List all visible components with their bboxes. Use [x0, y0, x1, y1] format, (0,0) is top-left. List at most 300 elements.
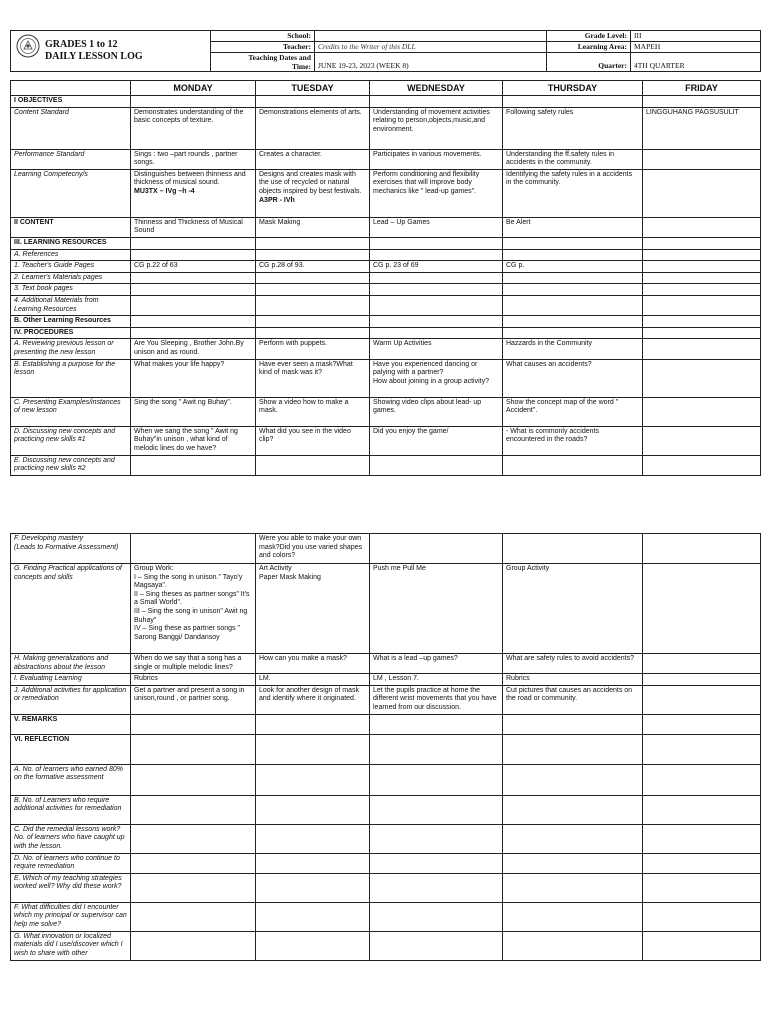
row-label: Content Standard — [11, 107, 131, 149]
cell-text: What makes your life happy? — [134, 360, 225, 368]
cell-text: Art Activity Paper Mask Making — [259, 565, 321, 581]
row-label: IV. PROCEDURES — [11, 327, 131, 339]
table-cell — [643, 261, 761, 273]
cell-text: CG p. 23 of 69 — [373, 262, 419, 270]
table-cell — [370, 534, 503, 564]
day-header-wednesday: WEDNESDAY — [370, 81, 503, 96]
table-row — [11, 339, 761, 359]
table-cell — [643, 902, 761, 931]
cell-text: Were you able to make your own mask?Did you use varied shapes and colors? — [259, 535, 363, 560]
row-label: D. No. of learners who continue to require remediation — [11, 853, 131, 873]
table-cell — [503, 295, 643, 315]
table-cell — [643, 426, 761, 455]
table-cell — [131, 295, 256, 315]
row-label: II CONTENT — [11, 217, 131, 237]
cell-text: Rubrics — [506, 675, 530, 683]
table-cell — [131, 764, 256, 795]
row-label: H. Making generalizations and abstractions about the lesson — [11, 654, 131, 674]
table-cell — [503, 149, 643, 169]
cell-text: Identifying the safety rules in a accidents in the community. — [506, 170, 633, 187]
table-row — [11, 764, 761, 795]
table-row — [11, 217, 761, 237]
cell-text: CG p.22 of 63 — [134, 262, 178, 270]
table-cell — [643, 295, 761, 315]
table-row — [11, 237, 761, 249]
row-label: Performance Standard — [11, 149, 131, 169]
row-label: G. What innovation or localized materials did I use/discover which I wish to share with other — [11, 931, 131, 960]
table-row — [11, 795, 761, 824]
table-cell — [256, 426, 370, 455]
teacher-value: Credits to the Writer of this DLL — [315, 42, 547, 53]
table-cell — [256, 261, 370, 273]
cell-text: What are safety rules to avoid accidents? — [506, 655, 635, 662]
cell-text: Designs and creates mask with the use of recycled or natural objects inspired by best festivals. — [259, 170, 362, 195]
table-cell — [370, 359, 503, 397]
row-label: III. LEARNING RESOURCES — [11, 237, 131, 249]
table-row — [11, 674, 761, 686]
table-cell — [643, 931, 761, 960]
table-cell — [131, 873, 256, 902]
row-label: V. REMARKS — [11, 714, 131, 734]
table-cell — [131, 734, 256, 764]
table-cell — [643, 217, 761, 237]
table-cell — [131, 327, 256, 339]
table-cell — [370, 564, 503, 654]
table-cell — [370, 764, 503, 795]
table-row — [11, 685, 761, 714]
table-cell — [256, 564, 370, 654]
table-cell — [131, 237, 256, 249]
cell-text: Rubrics — [134, 675, 158, 683]
cell-text: Demonstrates understanding of the basic concepts of texture. — [134, 108, 244, 125]
competency-code: MU3TX – IVg –h -4 — [134, 187, 195, 195]
table-cell — [503, 426, 643, 455]
table-cell — [131, 339, 256, 359]
table-cell — [503, 824, 643, 853]
table-row — [11, 295, 761, 315]
table-cell — [503, 873, 643, 902]
table-cell — [370, 931, 503, 960]
cell-text: Warm Up Activities — [373, 340, 432, 348]
table-cell — [131, 714, 256, 734]
grade-level-label: Grade Level: — [547, 31, 631, 42]
table-cell — [131, 316, 256, 328]
table-cell — [131, 534, 256, 564]
row-label: F. Developing mastery (Leads to Formative Assessment) — [11, 534, 131, 564]
table-cell — [256, 217, 370, 237]
row-label: J. Additional activities for application or remediation — [11, 685, 131, 714]
day-header-row — [11, 81, 761, 96]
row-label: B. No. of Learners who require additional activities for remediation — [11, 795, 131, 824]
table-cell — [256, 327, 370, 339]
cell-text: Show a video how to make a mask. — [259, 398, 349, 415]
table-cell — [643, 853, 761, 873]
table-cell — [503, 261, 643, 273]
table-cell — [503, 327, 643, 339]
table-cell — [503, 902, 643, 931]
table-cell — [131, 426, 256, 455]
table-row — [11, 107, 761, 149]
table-cell — [370, 714, 503, 734]
table-cell — [643, 564, 761, 654]
table-row — [11, 931, 761, 960]
table-cell — [643, 824, 761, 853]
cell-text: - What is commonly accidents encountered in the roads? — [506, 427, 599, 444]
day-header-tuesday: TUESDAY — [256, 81, 370, 96]
table-cell — [256, 107, 370, 149]
cell-text: Show the concept map of the word " Accident". — [506, 398, 619, 415]
table-row — [11, 96, 761, 108]
table-cell — [370, 824, 503, 853]
table-cell — [503, 217, 643, 237]
table-cell — [256, 534, 370, 564]
row-label: B. Establishing a purpose for the lesson — [11, 359, 131, 397]
row-label: 2. Learner's Materials pages — [11, 272, 131, 284]
table-cell — [370, 284, 503, 296]
table-row — [11, 397, 761, 426]
header-table — [10, 30, 761, 72]
table-cell — [131, 455, 256, 475]
table-cell — [256, 169, 370, 217]
table-row — [11, 359, 761, 397]
table-cell — [256, 873, 370, 902]
table-cell — [503, 685, 643, 714]
table-row — [11, 284, 761, 296]
cell-text: Let the pupils practice at home the different wrist movements that you have learned from our discussion. — [373, 686, 497, 711]
table-row — [11, 455, 761, 475]
table-cell — [131, 261, 256, 273]
table-cell — [131, 249, 256, 261]
cell-text: CG p.28 of 93. — [259, 262, 305, 270]
table-row — [11, 149, 761, 169]
table-cell — [256, 96, 370, 108]
table-cell — [256, 654, 370, 674]
table-cell — [256, 237, 370, 249]
row-label: C. Presenting Examples/instances of new lesson — [11, 397, 131, 426]
cell-text: LM. — [259, 675, 271, 683]
row-label: D. Discussing new concepts and practicing new skills #1 — [11, 426, 131, 455]
cell-text: What did you see in the video clip? — [259, 427, 351, 444]
table-cell — [643, 272, 761, 284]
cell-text: Look for another design of mask and identify where it originated. — [259, 686, 360, 703]
cell-text: Following safety rules — [506, 108, 574, 116]
table-cell — [503, 96, 643, 108]
table-row — [11, 327, 761, 339]
cell-text: Have you experienced dancing or palying with a partner? How about joining in a group activity? — [373, 360, 489, 385]
table-cell — [643, 674, 761, 686]
table-cell — [503, 107, 643, 149]
learning-area-value: MAPEH — [631, 42, 761, 53]
table-row — [11, 873, 761, 902]
table-cell — [256, 272, 370, 284]
table-cell — [503, 674, 643, 686]
table-cell — [256, 455, 370, 475]
table-row — [11, 249, 761, 261]
table-cell — [503, 564, 643, 654]
table-cell — [131, 795, 256, 824]
table-cell — [370, 327, 503, 339]
table-cell — [370, 316, 503, 328]
grade-level-value: III — [631, 31, 761, 42]
lesson-table-part1 — [10, 80, 761, 476]
header-title-line2: DAILY LESSON LOG — [45, 51, 143, 62]
table-cell — [643, 795, 761, 824]
cell-text: CG p. — [506, 262, 525, 270]
row-label: A. No. of learners who earned 80% on the formative assessment — [11, 764, 131, 795]
table-cell — [370, 685, 503, 714]
table-cell — [131, 272, 256, 284]
table-cell — [503, 237, 643, 249]
row-label: E. Which of my teaching strategies worked well? Why did these work? — [11, 873, 131, 902]
cell-text: Participates in various movements. — [373, 150, 482, 158]
table-cell — [370, 853, 503, 873]
table-cell — [643, 534, 761, 564]
table-cell — [503, 359, 643, 397]
cell-text: Group Work: I – Sing the song in unison." Tayo'y Magsaya". II – Sing theses as partner songs" It's a Small World". III – Sing the song in unison" Awit ng Buhay" IV – Sing these as partner songs " Sarong Banggi/ Dandansoy — [134, 565, 250, 641]
table-row — [11, 654, 761, 674]
table-cell — [643, 169, 761, 217]
table-cell — [131, 824, 256, 853]
cell-text: Creates a character. — [259, 150, 323, 158]
table-cell — [256, 714, 370, 734]
table-cell — [643, 734, 761, 764]
cell-text: How can you make a mask? — [259, 655, 347, 662]
table-cell — [256, 397, 370, 426]
row-label: 3. Text book pages — [11, 284, 131, 296]
table-cell — [131, 674, 256, 686]
table-cell — [643, 284, 761, 296]
deped-seal-icon — [16, 34, 40, 58]
cell-text: Group Activity — [506, 565, 550, 572]
table-cell — [131, 169, 256, 217]
cell-text: LINGGUHANG PAGSUSULIT — [646, 108, 739, 116]
teacher-label: Teacher: — [211, 42, 315, 53]
cell-text: Understanding of movement activities relating to person,objects,music,and environment. — [373, 108, 490, 133]
table-cell — [256, 824, 370, 853]
table-cell — [503, 284, 643, 296]
row-label: 1. Teacher's Guide Pages — [11, 261, 131, 273]
cell-text: Be Alert — [506, 218, 531, 226]
row-label: A. Reviewing previous lesson or presenting the new lesson — [11, 339, 131, 359]
table-cell — [370, 149, 503, 169]
table-cell — [503, 931, 643, 960]
cell-text: Sing the song " Awit ng Buhay". — [134, 398, 232, 406]
table-row — [11, 564, 761, 654]
cell-text: Mask Making — [259, 218, 301, 226]
table-cell — [370, 873, 503, 902]
cell-text: Get a partner and present a song in unison,round , or partner song. — [134, 686, 245, 703]
quarter-value: 4TH QUARTER — [631, 53, 761, 72]
table-cell — [256, 764, 370, 795]
table-cell — [643, 397, 761, 426]
table-row — [11, 272, 761, 284]
table-cell — [503, 714, 643, 734]
row-label: I. Evaluating Learning — [11, 674, 131, 686]
table-row — [11, 316, 761, 328]
table-cell — [503, 654, 643, 674]
table-row — [11, 734, 761, 764]
table-cell — [370, 217, 503, 237]
teaching-dates-label-line2: Time: — [291, 62, 311, 71]
cell-text: Did you enjoy the game/ — [373, 427, 449, 435]
table-row — [11, 534, 761, 564]
teaching-dates-label-line1: Teaching Dates and — [248, 53, 311, 62]
table-cell — [131, 397, 256, 426]
table-cell — [131, 96, 256, 108]
table-cell — [643, 107, 761, 149]
teaching-dates-label — [211, 53, 315, 72]
table-cell — [643, 316, 761, 328]
row-label: C. Did the remedial lessons work? No. of learners who have caught up with the lesson. — [11, 824, 131, 853]
table-cell — [370, 249, 503, 261]
table-cell — [131, 931, 256, 960]
table-cell — [370, 654, 503, 674]
day-header-friday: FRIDAY — [643, 81, 761, 96]
table-cell — [503, 853, 643, 873]
cell-text: Lead – Up Games — [373, 218, 430, 226]
table-cell — [256, 295, 370, 315]
row-label: G. Finding Practical applications of concepts and skills — [11, 564, 131, 654]
cell-text: Cut pictures that causes an accidents on the road or community. — [506, 686, 633, 703]
cell-text: Sings : two –part rounds , partner songs. — [134, 150, 238, 167]
quarter-label: Quarter: — [547, 53, 631, 72]
row-label: A. References — [11, 249, 131, 261]
cell-text: Have ever seen a mask?What kind of mask was it? — [259, 360, 353, 377]
table-cell — [256, 674, 370, 686]
table-row — [11, 824, 761, 853]
day-header-thursday: THURSDAY — [503, 81, 643, 96]
table-cell — [503, 397, 643, 426]
table-cell — [256, 795, 370, 824]
table-cell — [643, 685, 761, 714]
cell-text: Are You Sleeping , Brother John.By unison and as round. — [134, 340, 244, 356]
row-label: B. Other Learning Resources — [11, 316, 131, 328]
table-cell — [503, 734, 643, 764]
table-cell — [503, 534, 643, 564]
table-row — [11, 426, 761, 455]
table-cell — [643, 359, 761, 397]
table-cell — [643, 654, 761, 674]
table-cell — [256, 359, 370, 397]
cell-text: What causes an accidents? — [506, 360, 592, 368]
table-cell — [256, 284, 370, 296]
table-cell — [131, 284, 256, 296]
cell-text: Hazzards in the Community — [506, 340, 592, 348]
table-cell — [370, 795, 503, 824]
table-cell — [370, 169, 503, 217]
table-cell — [256, 339, 370, 359]
cell-text: Showing video clips about lead- up games. — [373, 398, 482, 415]
table-cell — [256, 149, 370, 169]
cell-text: LM , Lesson 7. — [373, 675, 419, 683]
table-cell — [370, 272, 503, 284]
table-cell — [370, 734, 503, 764]
table-cell — [256, 249, 370, 261]
table-cell — [256, 685, 370, 714]
table-cell — [503, 272, 643, 284]
table-cell — [370, 107, 503, 149]
learning-area-label: Learning Area: — [547, 42, 631, 53]
table-cell — [370, 295, 503, 315]
table-cell — [503, 316, 643, 328]
table-cell — [131, 217, 256, 237]
table-row — [11, 261, 761, 273]
table-cell — [503, 795, 643, 824]
cell-text: What is a lead –up games? — [373, 655, 458, 662]
header-title-cell — [11, 31, 211, 72]
table-row — [11, 714, 761, 734]
teaching-dates-value: JUNE 19-23, 2023 (WEEK 8) — [315, 53, 547, 72]
cell-text: Distinguishes between thinness and thickness of musical sound. — [134, 170, 246, 187]
table-cell — [503, 764, 643, 795]
table-cell — [503, 249, 643, 261]
cell-text: Perform conditioning and flexibility exercises that will improve body mechanics like " lead-up games". — [373, 170, 480, 195]
table-cell — [131, 359, 256, 397]
table-cell — [503, 455, 643, 475]
competency-code: A3PR - IVh — [259, 196, 295, 204]
table-cell — [131, 149, 256, 169]
school-value — [315, 31, 547, 42]
table-cell — [131, 654, 256, 674]
table-cell — [256, 902, 370, 931]
header-title-line1: GRADES 1 to 12 — [45, 39, 118, 50]
row-label: E. Discussing new concepts and practicing new skills #2 — [11, 455, 131, 475]
table-cell — [370, 261, 503, 273]
lesson-table-part2 — [10, 533, 761, 961]
table-row — [11, 169, 761, 217]
table-cell — [370, 237, 503, 249]
table-cell — [643, 339, 761, 359]
table-cell — [370, 674, 503, 686]
table-cell — [131, 853, 256, 873]
table-cell — [131, 107, 256, 149]
cell-text: Demonstrations elements of arts. — [259, 108, 362, 116]
day-header-monday: MONDAY — [131, 81, 256, 96]
corner-cell — [11, 81, 131, 96]
table-cell — [643, 714, 761, 734]
cell-text: Understanding the ff.safety rules in accidents in the community. — [506, 150, 615, 167]
table-cell — [370, 339, 503, 359]
table-cell — [256, 316, 370, 328]
cell-text: Push me Pull Me — [373, 565, 426, 572]
table-cell — [643, 237, 761, 249]
row-label: 4. Additional Materials from Learning Resources — [11, 295, 131, 315]
row-label: I OBJECTIVES — [11, 96, 131, 108]
table-row — [11, 853, 761, 873]
table-cell — [643, 873, 761, 902]
table-cell — [643, 327, 761, 339]
table-cell — [643, 149, 761, 169]
cell-text: When do we say that a song has a single or multiple melodic lines? — [134, 655, 242, 671]
row-label: Learning Competecny/s — [11, 169, 131, 217]
cell-text: Perform with puppets. — [259, 340, 328, 348]
cell-text: Thinness and Thickness of Musical Sound — [134, 218, 243, 235]
cell-text: When we sang the song " Awit ng Buhay"in unison , what kind of melodic lines do we have? — [134, 427, 238, 452]
table-cell — [131, 902, 256, 931]
table-cell — [503, 339, 643, 359]
table-cell — [643, 249, 761, 261]
row-label: VI. REFLECTION — [11, 734, 131, 764]
table-cell — [370, 397, 503, 426]
table-row — [11, 902, 761, 931]
table-cell — [256, 931, 370, 960]
table-cell — [643, 764, 761, 795]
table-cell — [503, 169, 643, 217]
row-label: F. What difficulties did I encounter which my principal or supervisor can help me solve? — [11, 902, 131, 931]
table-cell — [256, 734, 370, 764]
table-cell — [370, 96, 503, 108]
table-cell — [370, 455, 503, 475]
